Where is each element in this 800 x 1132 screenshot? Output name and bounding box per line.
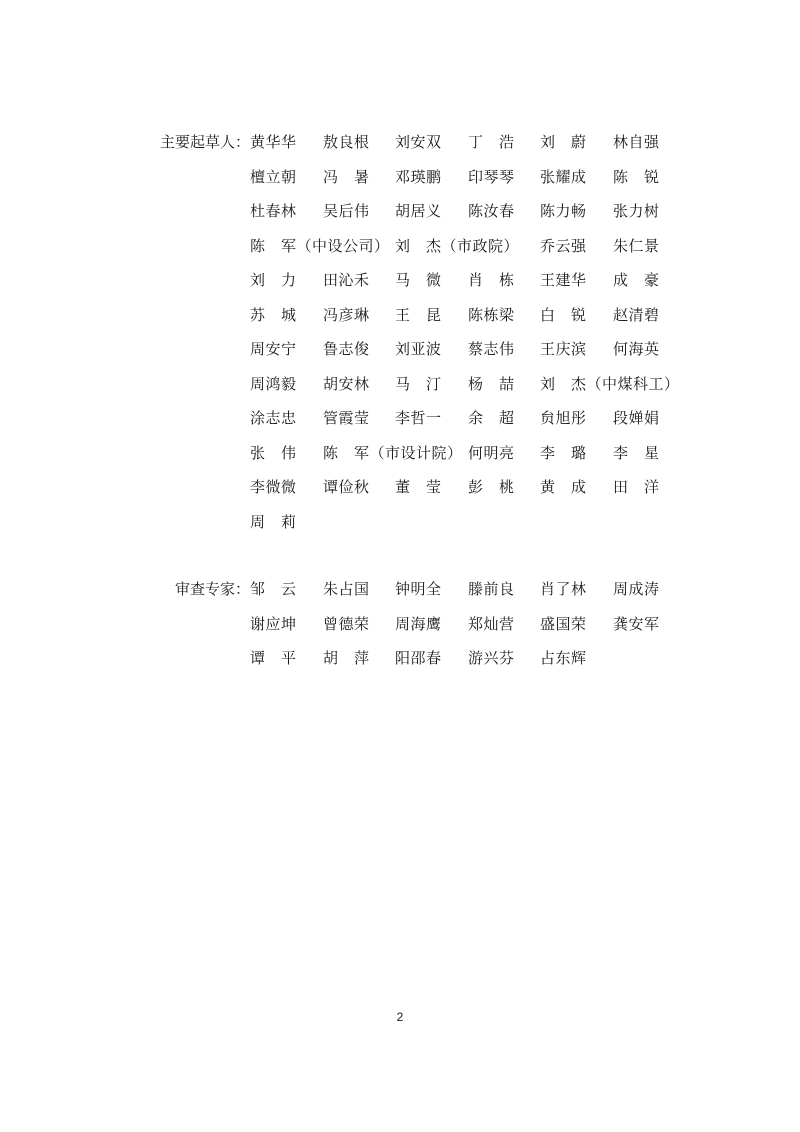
- name-row: [250, 339, 790, 374]
- name-row: [250, 201, 790, 236]
- person-name: 彭 桃: [468, 478, 515, 496]
- person-name: 肖了林: [540, 580, 587, 598]
- person-name: 朱仁景: [613, 236, 660, 255]
- name-row: [250, 648, 790, 683]
- person-name: 陈 军（市设计院）: [323, 443, 463, 462]
- person-name: 赵清碧: [613, 305, 660, 324]
- person-name: 李 星: [613, 443, 660, 462]
- person-name: 贠旭彤: [540, 409, 587, 427]
- person-name: 李 璐: [540, 443, 587, 462]
- name-row: [250, 443, 790, 478]
- person-name: 马 微: [395, 271, 442, 289]
- person-name: 周鸿毅: [250, 374, 297, 393]
- person-name: 李微微: [250, 478, 297, 496]
- person-name: 盛国荣: [540, 614, 587, 633]
- person-name: 冯 暑: [323, 167, 370, 186]
- person-name: 钟明全: [395, 580, 442, 598]
- reviewers-list: [250, 579, 790, 683]
- drafters-label: 主要起草人：: [159, 133, 250, 151]
- person-name: 陈 军（中设公司）: [250, 236, 390, 255]
- drafters-list: [250, 132, 790, 546]
- person-name: 吴后伟: [323, 202, 370, 220]
- person-name: 印琴琴: [468, 167, 515, 186]
- person-name: 谭俭秋: [323, 478, 370, 496]
- person-name: 滕前良: [468, 580, 515, 598]
- name-row: [250, 477, 790, 512]
- person-name: 李哲一: [395, 409, 442, 427]
- person-name: 张力树: [613, 202, 660, 220]
- person-name: 周海鹰: [395, 614, 442, 633]
- person-name: 朱占国: [323, 580, 370, 598]
- person-name: 张 伟: [250, 443, 297, 462]
- person-name: 邹 云: [250, 580, 297, 598]
- person-name: 刘 杰（中煤科工）: [540, 374, 680, 393]
- person-name: 蔡志伟: [468, 340, 515, 358]
- person-name: 何明亮: [468, 443, 515, 462]
- person-name: 苏 城: [250, 305, 297, 324]
- person-name: 陈 锐: [613, 167, 660, 186]
- reviewers-label: 审查专家：: [174, 580, 250, 598]
- person-name: 谭 平: [250, 649, 297, 667]
- person-name: 胡安林: [323, 374, 370, 393]
- person-name: 王 昆: [395, 305, 442, 324]
- person-name: 肖 栋: [468, 271, 515, 289]
- person-name: 刘安双: [395, 133, 442, 151]
- person-name: 林自强: [613, 133, 660, 151]
- person-name: 涂志忠: [250, 409, 297, 427]
- name-row: [250, 408, 790, 443]
- person-name: 丁 浩: [468, 133, 515, 151]
- person-name: 刘 力: [250, 271, 297, 289]
- person-name: 龚安军: [613, 614, 660, 633]
- person-name: 游兴芬: [468, 649, 515, 667]
- name-row: [250, 614, 790, 649]
- person-name: 刘 蔚: [540, 133, 587, 151]
- person-name: 郑灿营: [468, 614, 515, 633]
- person-name: 周安宁: [250, 340, 297, 358]
- person-name: 邓瑛鹏: [395, 167, 442, 186]
- person-name: 周 莉: [250, 512, 297, 531]
- person-name: 胡居义: [395, 202, 442, 220]
- person-name: 曾德荣: [323, 614, 370, 633]
- person-name: 刘亚波: [395, 340, 442, 358]
- person-name: 成 豪: [613, 271, 660, 289]
- person-name: 余 超: [468, 409, 515, 427]
- person-name: 谢应坤: [250, 614, 297, 633]
- person-name: 张耀成: [540, 167, 587, 186]
- person-name: 周成涛: [613, 580, 660, 598]
- person-name: 乔云强: [540, 236, 587, 255]
- person-name: 刘 杰（市政院）: [395, 236, 520, 255]
- person-name: 敖良根: [323, 133, 370, 151]
- person-name: 田沁禾: [323, 271, 370, 289]
- person-name: 王庆滨: [540, 340, 587, 358]
- person-name: 段婵娟: [613, 409, 660, 427]
- name-row: [250, 132, 790, 167]
- name-row: [250, 167, 790, 202]
- person-name: 管霞莹: [323, 409, 370, 427]
- name-row: [250, 374, 790, 409]
- person-name: 杜春林: [250, 202, 297, 220]
- person-name: 陈力畅: [540, 202, 587, 220]
- person-name: 陈汝春: [468, 202, 515, 220]
- page-number: 2: [396, 1010, 404, 1024]
- name-row: [250, 579, 790, 614]
- person-name: 白 锐: [540, 305, 587, 324]
- person-name: 何海英: [613, 340, 660, 358]
- person-name: 胡 萍: [323, 649, 370, 667]
- person-name: 杨 喆: [468, 374, 515, 393]
- person-name: 占东辉: [540, 649, 587, 667]
- name-row: [250, 270, 790, 305]
- person-name: 黄华华: [250, 133, 297, 151]
- person-name: 阳邵春: [395, 649, 442, 667]
- name-row: [250, 236, 790, 271]
- person-name: 黄 成: [540, 478, 587, 496]
- person-name: 王建华: [540, 271, 587, 289]
- name-row: [250, 305, 790, 340]
- person-name: 陈栋梁: [468, 305, 515, 324]
- person-name: 檀立朝: [250, 167, 297, 186]
- name-row: [250, 512, 790, 547]
- person-name: 董 莹: [395, 478, 442, 496]
- person-name: 马 汀: [395, 374, 442, 393]
- person-name: 田 洋: [613, 478, 660, 496]
- person-name: 鲁志俊: [323, 340, 370, 358]
- person-name: 冯彦琳: [323, 305, 370, 324]
